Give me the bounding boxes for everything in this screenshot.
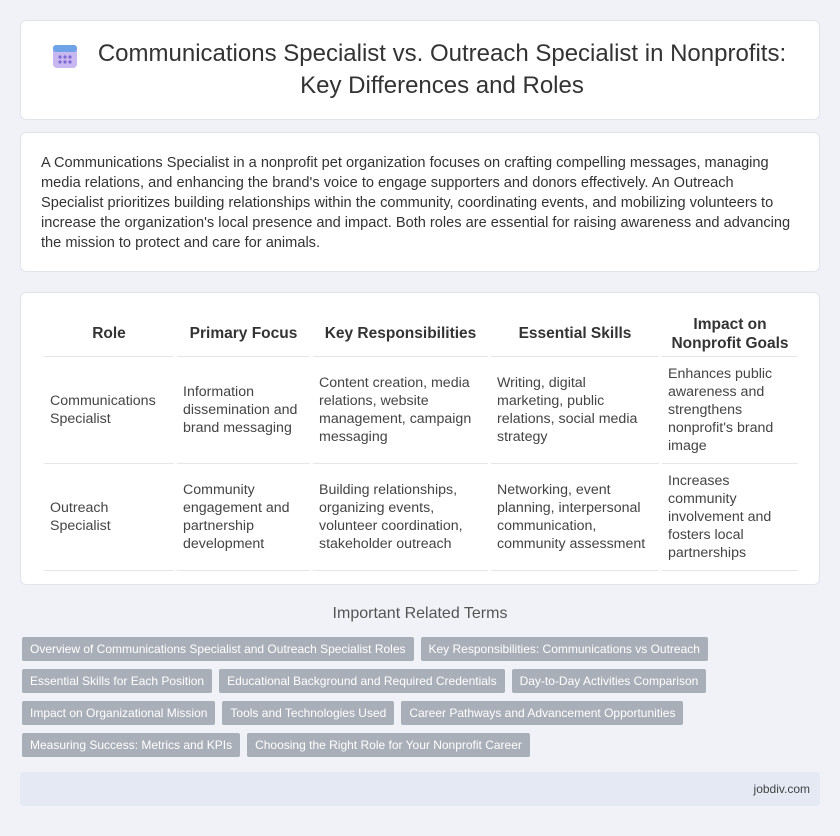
column-header-focus: Primary Focus — [177, 311, 310, 357]
footer — [20, 772, 820, 806]
cell-role: Outreach Specialist — [44, 464, 174, 571]
cell-skills: Writing, digital marketing, public relations, social media strategy — [491, 357, 659, 464]
comparison-table-card — [20, 292, 820, 585]
related-term-tag[interactable]: Measuring Success: Metrics and KPIs — [22, 733, 240, 757]
page-title: Communications Specialist vs. Outreach Specialist in Nonprofits: Key Differences and Roles — [97, 40, 787, 99]
related-term-tag[interactable]: Key Responsibilities: Communications vs Outreach — [421, 637, 708, 661]
cell-role: Communications Specialist — [44, 357, 174, 464]
header-card — [20, 20, 820, 120]
column-header-impact: Impact on Nonprofit Goals — [662, 311, 798, 357]
cell-responsibilities: Content creation, media relations, website management, campaign messaging — [313, 357, 488, 464]
table-row — [44, 357, 798, 464]
table-header-row — [44, 311, 798, 357]
intro-paragraph: A Communications Specialist in a nonprofit pet organization focuses on crafting compelling messages, managing media relations, and enhancing the brand's voice to engage supporters and donors effectively. An Outreach Specialist prioritizes building relationships within the community, coordinating events, and mobilizing volunteers to increase the organization's local presence and impact. Both roles are essential for raising awareness and advancing the mission to protect and care for animals. — [41, 155, 791, 251]
related-term-tag[interactable]: Career Pathways and Advancement Opportunities — [401, 701, 683, 725]
cell-focus: Community engagement and partnership development — [177, 464, 310, 571]
related-term-tag[interactable]: Day-to-Day Activities Comparison — [512, 669, 707, 693]
related-term-tag[interactable]: Overview of Communications Specialist and Outreach Specialist Roles — [22, 637, 414, 661]
related-term-tag[interactable]: Essential Skills for Each Position — [22, 669, 212, 693]
cell-impact: Increases community involvement and fosters local partnerships — [662, 464, 798, 571]
related-terms-list — [22, 637, 822, 765]
intro-card — [20, 132, 820, 272]
calendar-icon — [51, 42, 79, 70]
related-term-tag[interactable]: Educational Background and Required Credentials — [219, 669, 505, 693]
cell-skills: Networking, event planning, interpersonal communication, community assessment — [491, 464, 659, 571]
cell-responsibilities: Building relationships, organizing events, volunteer coordination, stakeholder outreach — [313, 464, 488, 571]
related-term-tag[interactable]: Impact on Organizational Mission — [22, 701, 215, 725]
footer-site-link[interactable]: jobdiv.com — [753, 782, 810, 796]
column-header-responsibilities: Key Responsibilities — [313, 311, 488, 357]
comparison-table — [41, 311, 801, 571]
related-term-tag[interactable]: Tools and Technologies Used — [222, 701, 394, 725]
column-header-role: Role — [44, 311, 174, 357]
cell-focus: Information dissemination and brand messaging — [177, 357, 310, 464]
column-header-skills: Essential Skills — [491, 311, 659, 357]
related-terms-title: Important Related Terms — [332, 605, 508, 622]
related-term-tag[interactable]: Choosing the Right Role for Your Nonprofit Career — [247, 733, 530, 757]
table-row — [44, 464, 798, 571]
cell-impact: Enhances public awareness and strengthens nonprofit's brand image — [662, 357, 798, 464]
